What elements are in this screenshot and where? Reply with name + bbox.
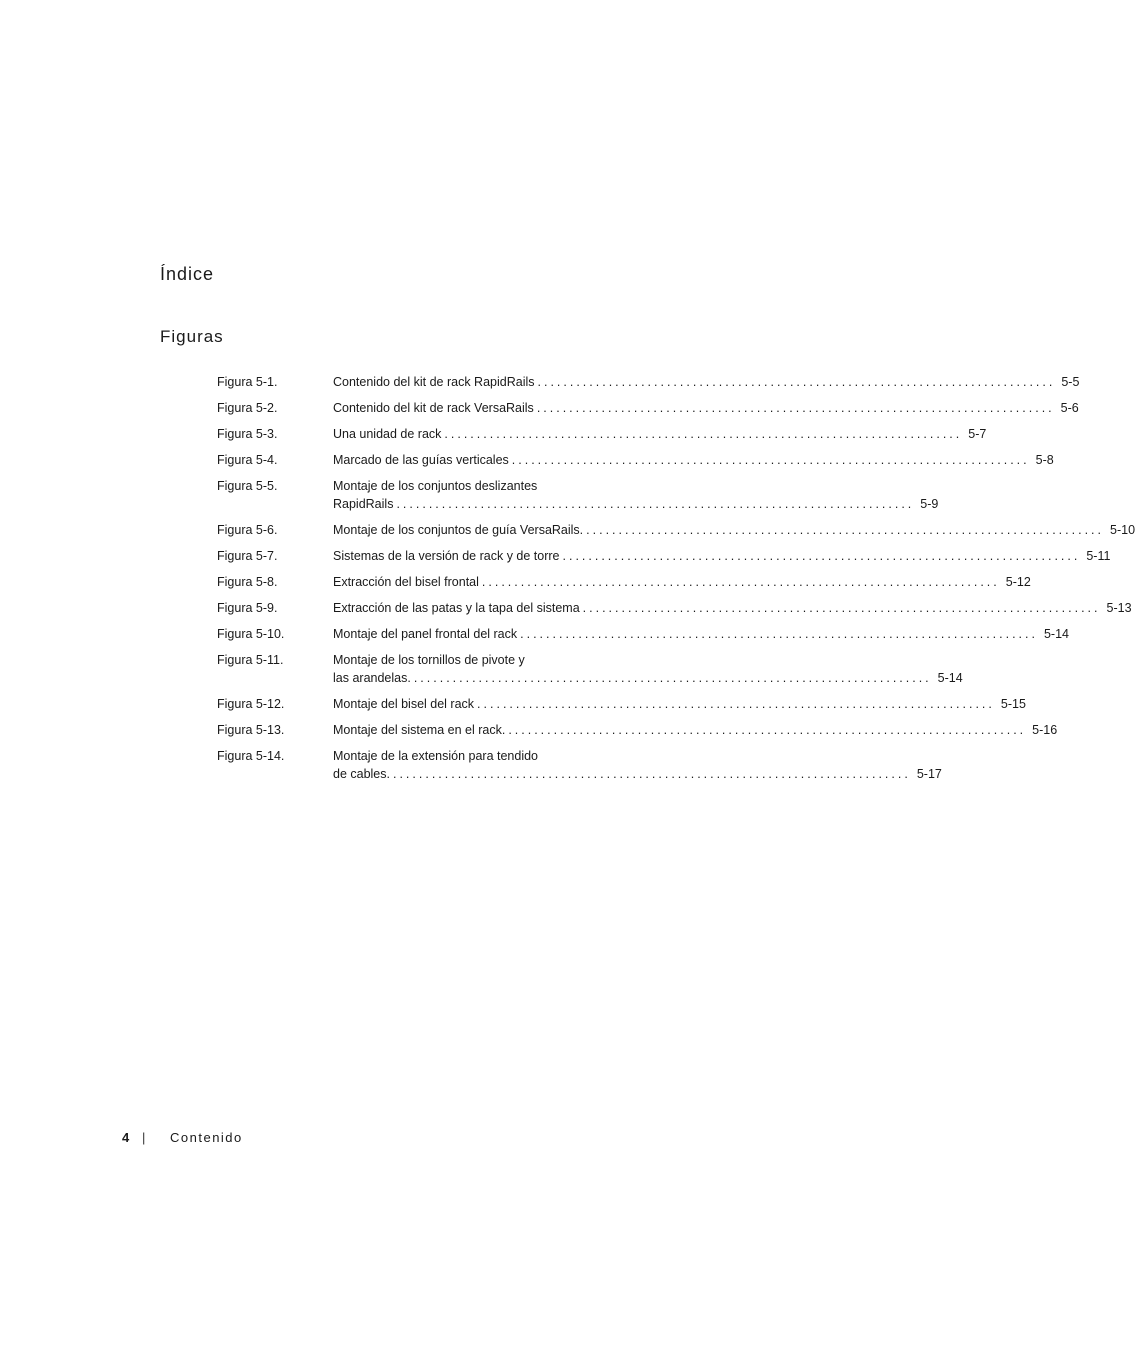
figure-entry [217,425,987,443]
figure-entry [217,547,1111,565]
dot-leader: ................................................................................ [520,627,1038,641]
figure-text [333,695,1026,713]
footer-section-name: Contenido [170,1130,243,1145]
figure-page-number: 5-12 [1005,575,1031,589]
figure-label: Figura 5-13. [217,723,285,737]
figure-title: Extracción del bisel frontal [333,575,479,589]
figure-text [333,651,963,687]
figure-label: Figura 5-8. [217,575,278,589]
figure-label: Figura 5-4. [217,453,278,467]
figure-page-number: 5-10 [1110,523,1135,537]
figure-page-number: 5-7 [968,427,987,441]
figure-text [333,747,942,783]
figure-text [333,721,1058,739]
figure-label: Figura 5-11. [217,653,284,667]
figure-title: Marcado de las guías verticales [333,453,509,467]
figures-heading: Figuras [160,327,224,346]
figure-entry [217,599,1132,617]
dot-leader: ................................................................................ [413,671,932,685]
dot-leader: ................................................................................ [481,575,1000,589]
figure-label: Figura 5-6. [217,523,278,537]
figure-page-number: 5-5 [1061,375,1080,389]
page-footer [122,1130,243,1145]
figure-page-number: 5-13 [1106,601,1132,615]
figure-text [333,477,939,513]
figure-text [333,521,1135,539]
figure-label: Figura 5-14. [217,749,285,763]
footer-page-number: 4 [122,1130,130,1145]
figure-label: Figura 5-2. [217,401,278,415]
figure-entry [217,573,1031,591]
dot-leader: ................................................................................ [508,723,1027,737]
figure-label: Figura 5-3. [217,427,278,441]
figure-entry [217,721,1058,739]
figure-page-number: 5-11 [1086,549,1111,563]
figure-title: Sistemas de la versión de rack y de torre [333,549,560,563]
footer-separator: | [142,1130,146,1145]
figure-entry [217,373,1080,391]
figure-label: Figura 5-1. [217,375,278,389]
figure-title: Montaje del sistema en el rack. [333,723,506,737]
dot-leader: ................................................................................ [444,427,963,441]
figure-title: Montaje de la extensión para tendido [333,749,539,763]
figures-list [217,373,1135,791]
dot-leader: ................................................................................ [511,453,1030,467]
figure-text [333,625,1070,643]
figure-entry [217,477,939,513]
dot-leader: ................................................................................ [586,523,1104,537]
figure-title: Contenido del kit de rack VersaRails [333,401,534,415]
dot-leader: ................................................................................ [392,767,911,781]
figure-page-number: 5-14 [1043,627,1070,641]
figure-text [333,573,1031,591]
page-title: Índice [160,264,215,284]
figure-entry [217,747,942,783]
figure-page-number: 5-9 [920,497,939,511]
figure-title: Una unidad de rack [333,427,442,441]
figure-label: Figura 5-12. [217,697,285,711]
figure-label: Figura 5-7. [217,549,278,563]
figure-page-number: 5-14 [937,671,963,685]
figure-title: Montaje del panel frontal del rack [333,627,518,641]
figure-title: Montaje de los conjuntos deslizantes [333,479,538,493]
figure-title: Montaje de los conjuntos de guía VersaRails. [333,523,584,537]
figure-text [333,425,987,443]
dot-leader: ................................................................................ [477,697,995,711]
figure-label: Figura 5-10. [217,627,285,641]
figure-page-number: 5-17 [916,767,942,781]
figure-page-number: 5-15 [1000,697,1026,711]
figure-title: Montaje del bisel del rack [333,697,475,711]
dot-leader: ................................................................................ [537,375,1056,389]
dot-leader: ................................................................................ [396,497,915,511]
figure-entry [217,521,1135,539]
figure-entry [217,651,963,687]
figure-page-number: 5-16 [1032,723,1058,737]
figure-text [333,451,1054,469]
figure-label: Figura 5-9. [217,601,278,615]
figure-title: de cables. [333,767,390,781]
figure-title: Montaje de los tornillos de pivote y [333,653,525,667]
dot-leader: ................................................................................ [562,549,1081,563]
figure-title: Contenido del kit de rack RapidRails [333,375,535,389]
figure-page-number: 5-8 [1035,453,1054,467]
figure-entry [217,695,1026,713]
dot-leader: ................................................................................ [536,401,1055,415]
figure-title: Extracción de las patas y la tapa del sistema [333,601,580,615]
figure-text [333,599,1132,617]
figure-text [333,373,1080,391]
figure-title: las arandelas. [333,671,411,685]
dot-leader: ................................................................................ [582,601,1101,615]
figure-entry [217,451,1054,469]
figure-title: RapidRails [333,497,394,511]
figure-entry [217,399,1079,417]
figure-text [333,547,1111,565]
figure-label: Figura 5-5. [217,479,278,493]
figure-page-number: 5-6 [1060,401,1079,415]
figure-entry [217,625,1070,643]
figure-text [333,399,1079,417]
